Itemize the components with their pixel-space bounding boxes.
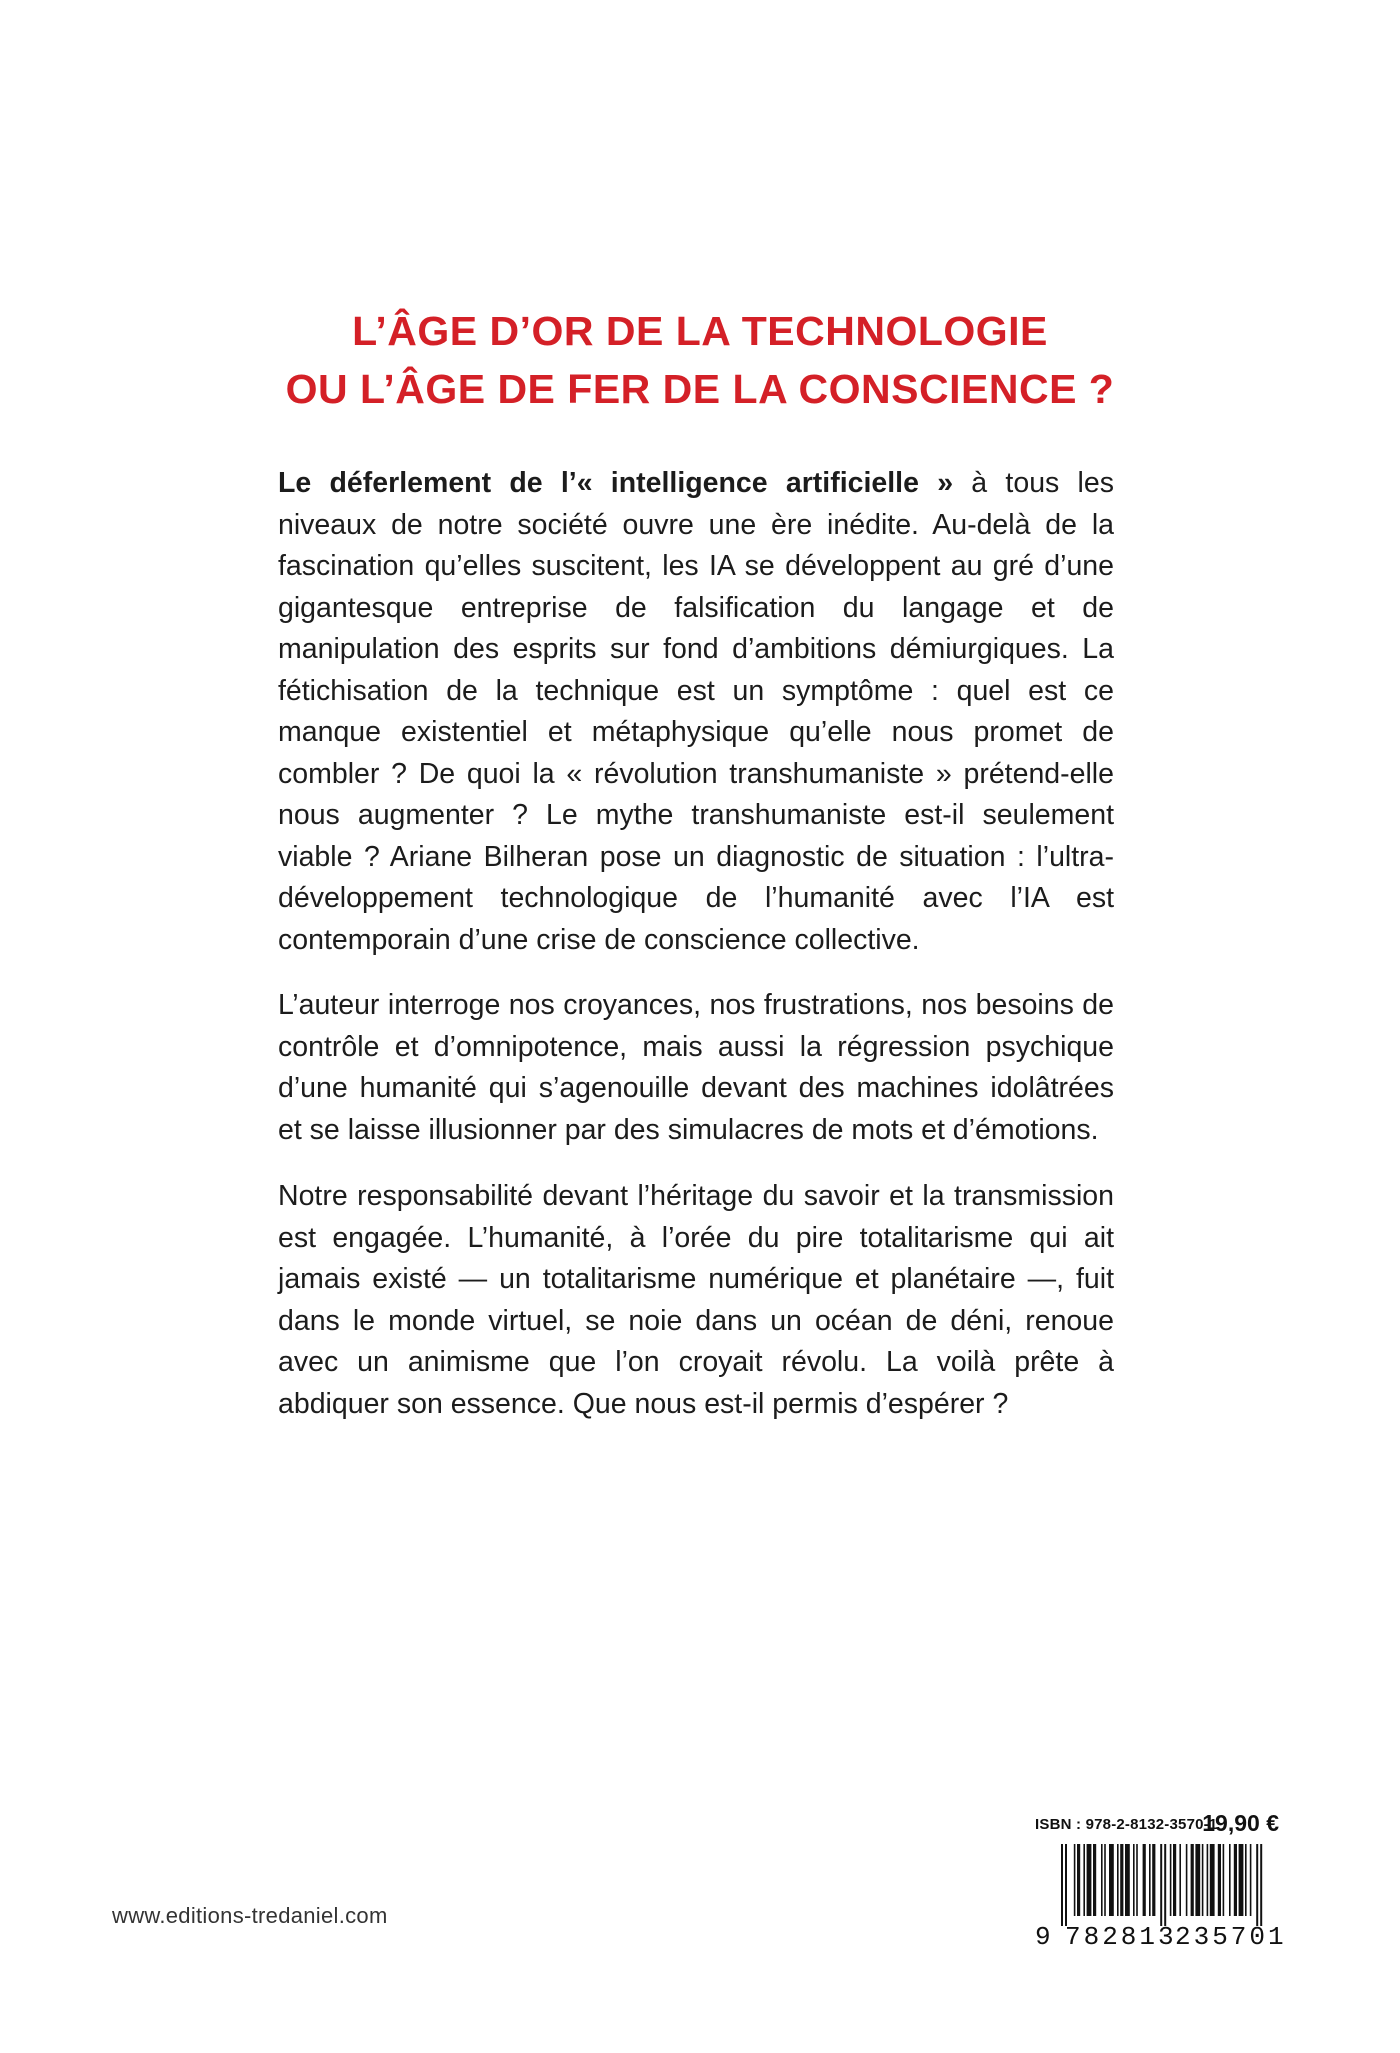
headline (0, 302, 1400, 418)
blurb (278, 463, 1114, 1450)
barcode-digit-first: 9 (1035, 1922, 1054, 1952)
headline-line-2: OU L’ÂGE DE FER DE LA CONSCIENCE ? (285, 366, 1115, 412)
isbn-label: ISBN : 978-2-8132-3570-1 (1035, 1816, 1218, 1833)
publisher-website: www.editions-tredaniel.com (112, 1903, 388, 1928)
paragraph-3: Notre responsabilité devant l’héritage du savoir et la transmission est engagée. L’humanité, à l’orée du pire totalitarisme qui ait jamais existé — un totalitarisme numérique et planétaire —, fuit dans le monde virtuel, se noie dans un océan de déni, renoue avec un animisme que l’on croyait révolu. La voilà prête à abdiquer son essence. Que nous est-il permis d’espérer ? (278, 1180, 1114, 1420)
paragraph-2: L’auteur interroge nos croyances, nos frustrations, nos besoins de contrôle et d’omnipotence, mais aussi la régression psychique d’une humanité qui s’agenouille devant des machines idolâtrées et se laisse illusionner par des simulacres de mots et d’émotions. (278, 989, 1114, 1146)
barcode-icon (1035, 1844, 1283, 1926)
paragraph-1-text: à tous les niveaux de notre société ouvre une ère inédite. Au-delà de la fascination qu’elles suscitent, les IA se développent au gré d’une gigantesque entreprise de falsification du langage et de manipulation des esprits sur fond d’ambitions démiurgiques. La fétichisation de la technique est un symptôme : quel est ce manque existentiel et métaphysique qu’elle nous promet de combler ? De quoi la « révolution transhumaniste » prétend-elle nous augmenter ? Le mythe transhumaniste est-il seulement viable ? Ariane Bilheran pose un diagnostic de situation : l’ultra-développement technologique de l’humanité avec l’IA est contemporain d’une crise de conscience collective. (278, 467, 1114, 956)
barcode-block (1035, 1808, 1287, 1958)
barcode-digits-group-2: 235701 (1175, 1922, 1287, 1952)
paragraph-1-lead: Le déferlement de l’« intelligence artificielle » (278, 467, 954, 499)
headline-line-1: L’ÂGE D’OR DE LA TECHNOLOGIE (352, 308, 1048, 354)
isbn-price-line (1035, 1808, 1283, 1840)
barcode-digits (1035, 1922, 1287, 1956)
price-label: 19,90 € (1202, 1810, 1279, 1836)
barcode-digits-group-1: 782813 (1065, 1922, 1177, 1952)
paragraph-1 (278, 463, 1114, 961)
